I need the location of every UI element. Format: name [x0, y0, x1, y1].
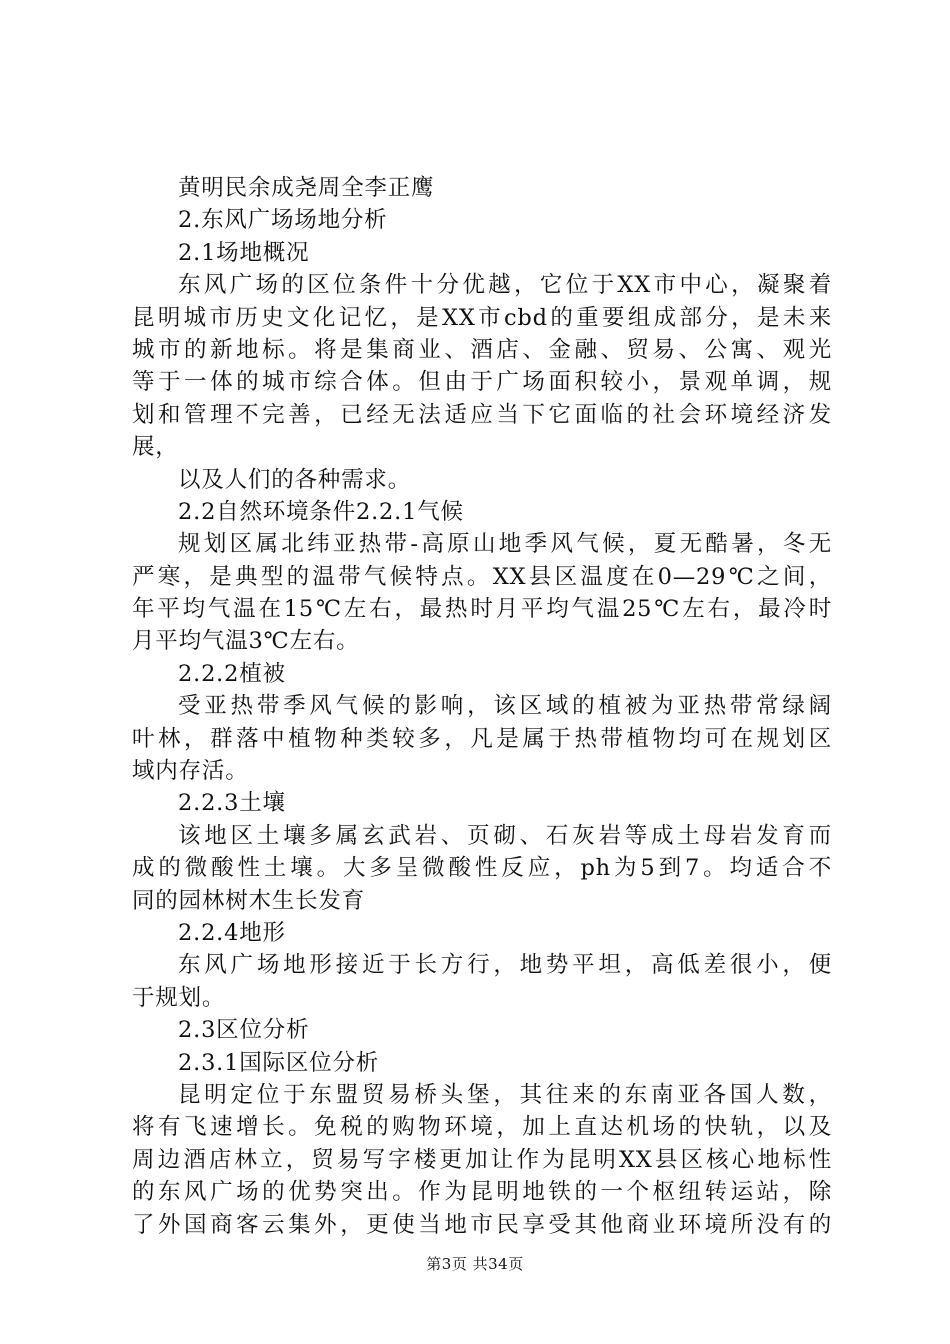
- text-line: 成的微酸性土壤。大多呈微酸性反应，ph为5到7。均适合不: [132, 855, 832, 882]
- text-line: 月平均气温3℃左右。: [132, 628, 360, 655]
- text-line: 展，: [132, 434, 179, 461]
- text-line: 2.1场地概况: [178, 239, 310, 266]
- text-line: 2.2.4地形: [178, 919, 286, 946]
- text-line: 周边酒店林立，贸易写字楼更加让作为昆明XX县区核心地标性: [132, 1146, 832, 1173]
- text-line: 黄明民余成尧周全李正鹰: [178, 175, 435, 201]
- text-line: 东风广场地形接近于长方行，地势平坦，高低差很小，便: [178, 952, 832, 979]
- text-line: 2.2自然环境条件2.2.1气候: [178, 498, 464, 525]
- text-line: 了外国商客云集外，更使当地市民享受其他商业环境所没有的: [132, 1211, 832, 1238]
- text-line: 以及人们的各种需求。: [178, 466, 412, 493]
- text-line: 划和管理不完善，已经无法适应当下它面临的社会环境经济发: [132, 401, 832, 428]
- document-body: [132, 172, 832, 1241]
- text-line: 严寒，是典型的温带气候特点。XX县区温度在0—29℃之间，: [132, 563, 832, 590]
- text-line: 2.3.1国际区位分析: [178, 1049, 380, 1076]
- text-line: 昆明城市历史文化记忆，是XX市cbd的重要组成部分，是未来: [132, 304, 832, 331]
- text-line: 城市的新地标。将是集商业、酒店、金融、贸易、公寓、观光: [132, 336, 832, 363]
- text-line: 受亚热带季风气候的影响，该区域的植被为亚热带常绿阔: [178, 693, 832, 720]
- text-line: 东风广场的区位条件十分优越，它位于XX市中心，凝聚着: [178, 272, 832, 299]
- text-line: 同的园林树木生长发育: [132, 887, 366, 914]
- text-line: 域内存活。: [132, 758, 249, 785]
- text-line: 2.2.2植被: [178, 660, 286, 687]
- text-line: 叶林，群落中植物种类较多，凡是属于热带植物均可在规划区: [132, 725, 832, 752]
- text-line: 2.3区位分析: [178, 1017, 310, 1044]
- text-line: 将有飞速增长。免税的购物环境，加上直达机场的快轨，以及: [132, 1114, 832, 1141]
- text-line: 于规划。: [132, 984, 226, 1011]
- page-footer: 第3页 共34页: [426, 1255, 524, 1273]
- text-line: 的东风广场的优势突出。作为昆明地铁的一个枢纽转运站，除: [132, 1179, 832, 1206]
- text-line: 该地区土壤多属玄武岩、页砌、石灰岩等成土母岩发育而: [178, 822, 832, 849]
- text-line: 2.2.3土壤: [178, 790, 286, 817]
- text-line: 昆明定位于东盟贸易桥头堡，其往来的东南亚各国人数，: [178, 1081, 832, 1108]
- text-line: 规划区属北纬亚热带-高原山地季风气候，夏无酷暑，冬无: [178, 531, 832, 558]
- text-line: 2.东风广场场地分析: [178, 207, 388, 234]
- text-line: 等于一体的城市综合体。但由于广场面积较小，景观单调，规: [132, 369, 832, 396]
- text-line: 年平均气温在15℃左右，最热时月平均气温25℃左右，最冷时: [132, 596, 832, 623]
